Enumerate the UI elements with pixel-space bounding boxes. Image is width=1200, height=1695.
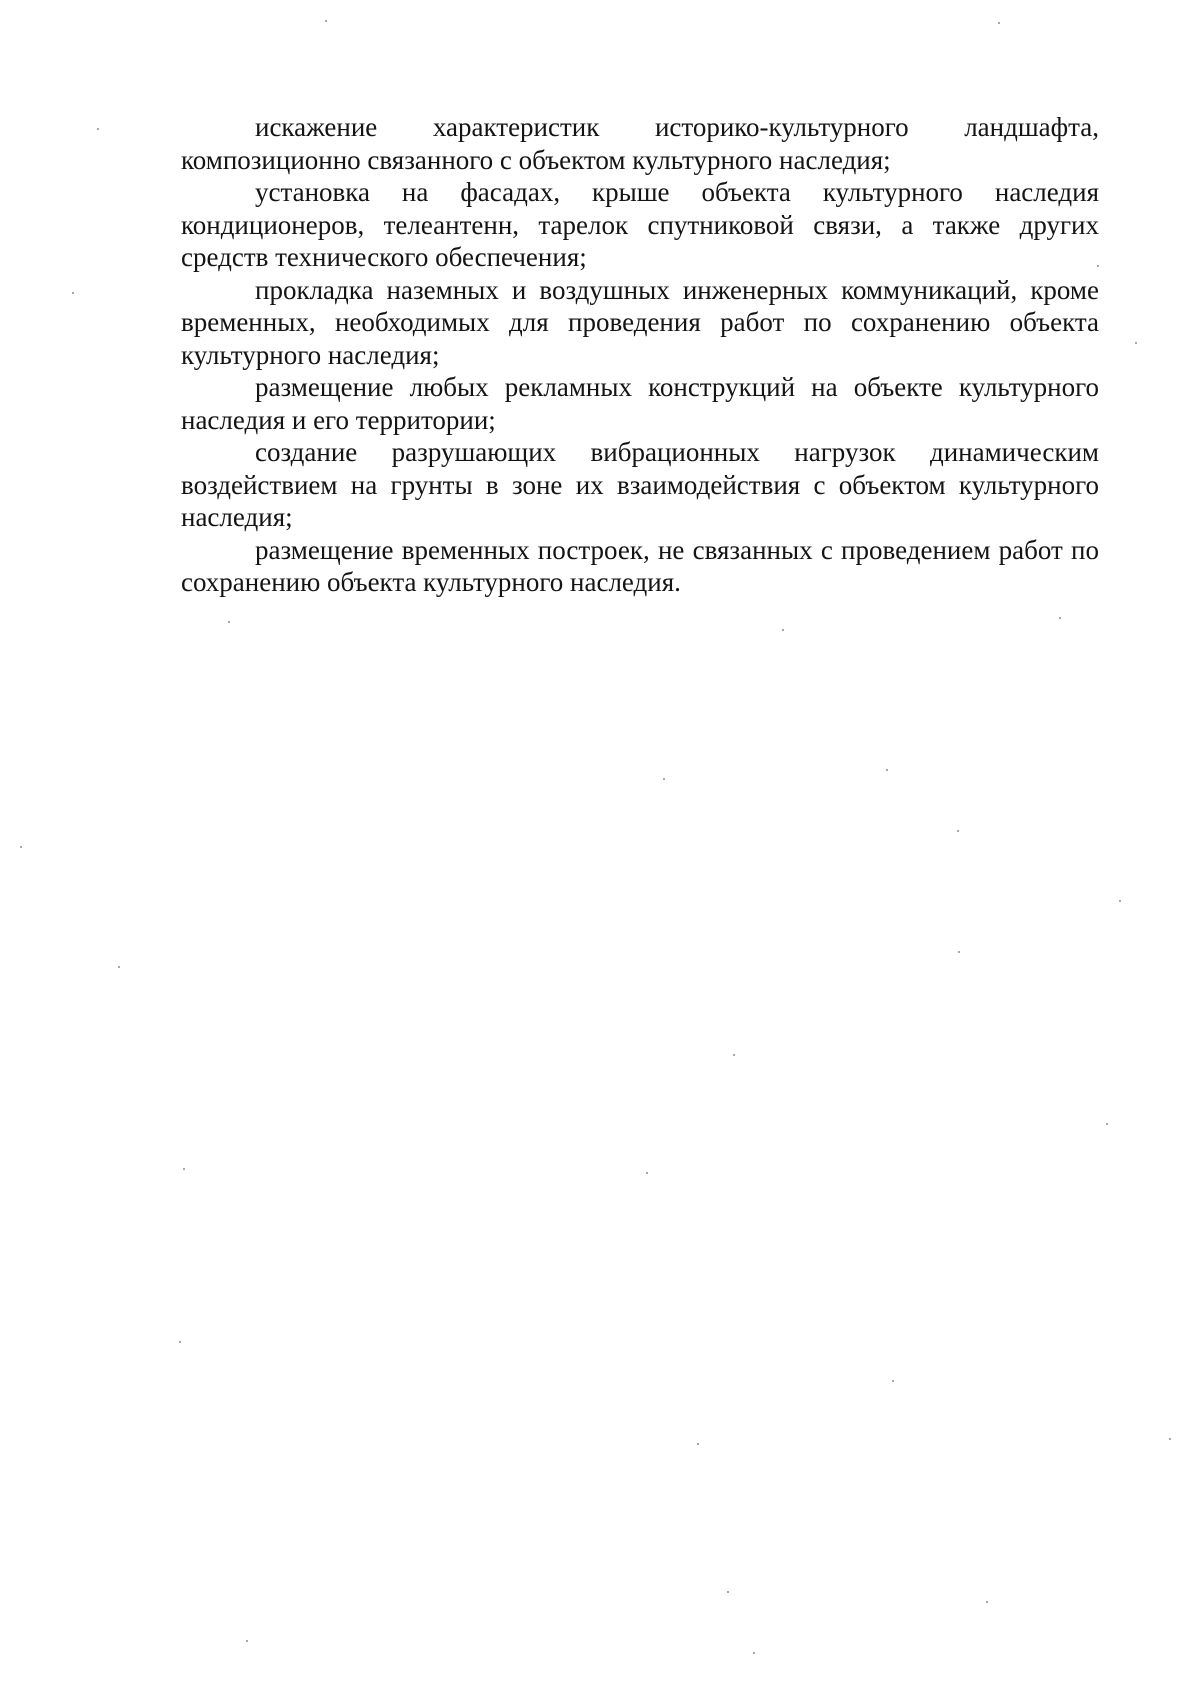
scan-speck [1119, 900, 1121, 902]
scan-speck [892, 1380, 894, 1382]
scan-speck [183, 1168, 185, 1170]
scan-speck [20, 846, 22, 848]
scan-speck [998, 22, 1000, 24]
scan-speck [886, 769, 888, 771]
scan-speck [958, 951, 960, 953]
paragraph-temporary-buildings: размещение временных построек, не связанных с проведением работ по сохранению объекта культурного наследия. [181, 534, 1099, 597]
scan-speck [246, 1640, 248, 1642]
scan-speck [179, 1341, 181, 1343]
scan-speck [1169, 1438, 1171, 1440]
scan-speck [663, 778, 665, 780]
paragraph-landscape-distortion: искажение характеристик историко-культурного ландшафта, композиционно связанного с объектом культурного наследия; [181, 112, 1099, 175]
scan-speck [1097, 265, 1099, 267]
scan-speck [325, 20, 327, 22]
scan-speck [957, 830, 959, 832]
scan-speck [1059, 617, 1061, 619]
paragraph-technical-equipment: установка на фасадах, крыше объекта культурного наследия кондиционеров, телеантенн, тарелок спутниковой связи, а также других средств технического обеспечения; [181, 177, 1099, 272]
scan-speck [753, 1652, 755, 1654]
document-body [181, 111, 1099, 599]
scan-speck [697, 1443, 699, 1445]
scan-speck [646, 1172, 648, 1174]
scan-speck [97, 128, 99, 130]
scan-speck [118, 966, 120, 968]
scan-speck [733, 1054, 735, 1056]
scan-speck [1135, 342, 1137, 344]
scan-speck [72, 292, 74, 294]
paragraph-vibration-loads: создание разрушающих вибрационных нагрузок динамическим воздействием на грунты в зоне их взаимодействия с объектом культурного наследия; [181, 437, 1099, 532]
paragraph-advertising-structures: размещение любых рекламных конструкций на объекте культурного наследия и его территории; [181, 372, 1099, 435]
scan-speck [986, 1601, 988, 1603]
paragraph-engineering-communications: прокладка наземных и воздушных инженерных коммуникаций, кроме временных, необходимых для проведения работ по сохранению объекта культурного наследия; [181, 274, 1099, 370]
scan-speck [727, 1591, 729, 1593]
scan-speck [782, 629, 784, 631]
scan-speck [1106, 1123, 1108, 1125]
scan-speck [228, 621, 230, 623]
